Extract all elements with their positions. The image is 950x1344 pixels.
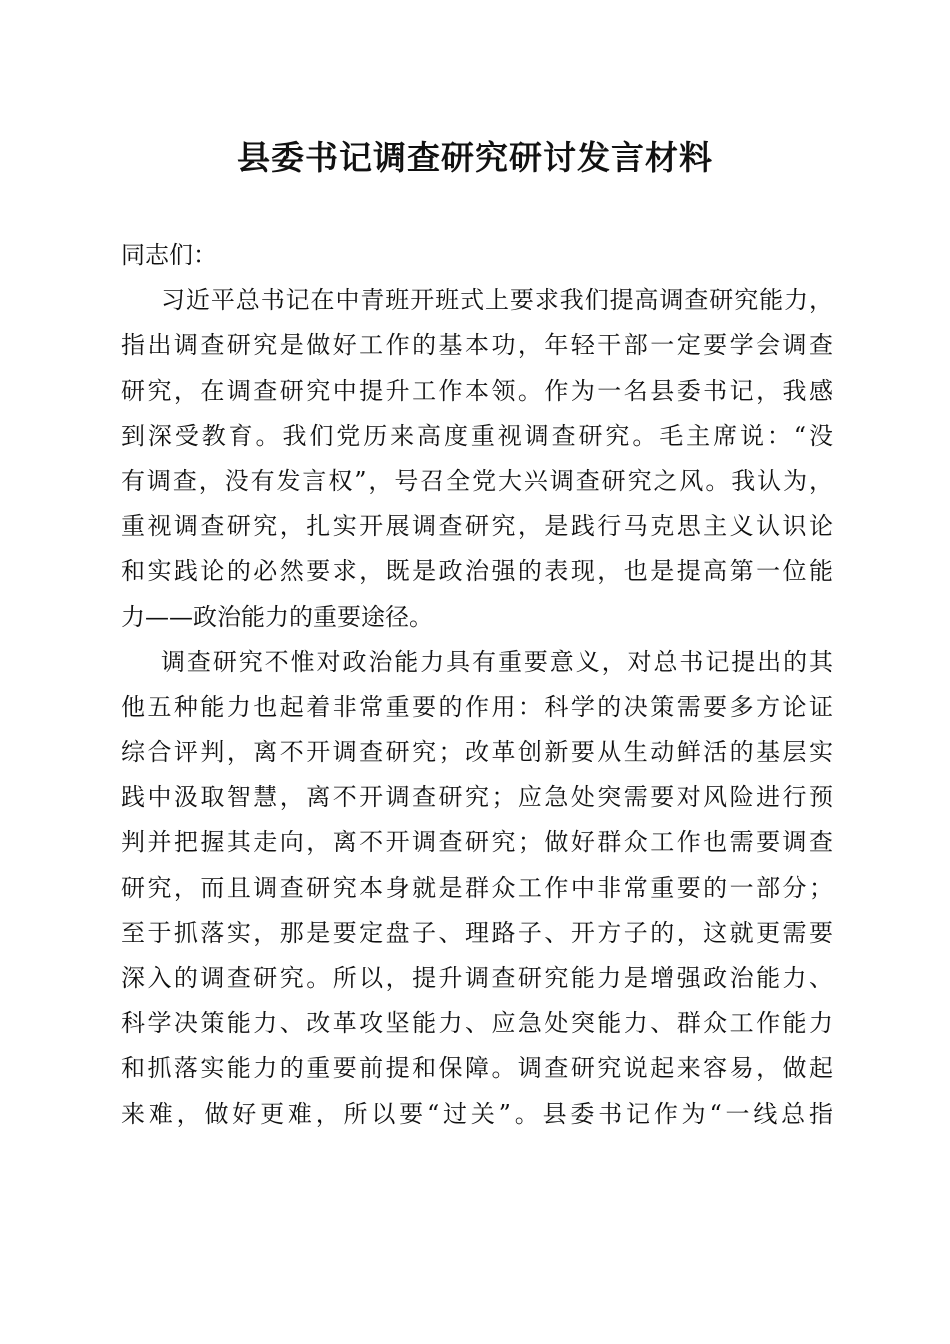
paragraph-2-line: 深入的调查研究。所以，提升调查研究能力是增强政治能力、 (121, 964, 833, 992)
document-body (121, 233, 833, 1137)
paragraph-2-line: 他五种能力也起着非常重要的作用：科学的决策需要多方论证 (121, 692, 833, 721)
paragraph-1-line: 力——政治能力的重要途径。 (121, 602, 433, 631)
paragraph-1-line: 习近平总书记在中青班开班式上要求我们提高调查研究能力， (161, 286, 833, 315)
paragraph-2-line: 科学决策能力、改革攻坚能力、应急处突能力、群众工作能力 (121, 1009, 833, 1038)
paragraph-2-line: 来难，做好更难，所以要“过关”。县委书记作为“一线总指 (121, 1099, 833, 1128)
paragraph-1-line: 和实践论的必然要求，既是政治强的表现，也是提高第一位能 (121, 557, 833, 586)
paragraph-1-line: 重视调查研究，扎实开展调查研究，是践行马克思主义认识论 (121, 512, 833, 541)
paragraph-2-line: 研究，而且调查研究本身就是群众工作中非常重要的一部分； (121, 873, 833, 902)
paragraph-2-line: 至于抓落实，那是要定盘子、理路子、开方子的，这就更需要 (121, 918, 833, 947)
paragraph-1-line: 指出调查研究是做好工作的基本功，年轻干部一定要学会调查 (121, 331, 833, 360)
paragraph-1-line: 研究，在调查研究中提升工作本领。作为一名县委书记，我感 (121, 376, 833, 405)
paragraph-1-line: 有调查，没有发言权”，号召全党大兴调查研究之风。我认为， (121, 466, 833, 495)
paragraph-2-line: 践中汲取智慧，离不开调查研究；应急处突需要对风险进行预 (121, 783, 833, 812)
salutation: 同志们： (121, 241, 217, 269)
paragraph-1-line: 到深受教育。我们党历来高度重视调查研究。毛主席说：“没 (121, 421, 833, 450)
paragraph-2-line: 判并把握其走向，离不开调查研究；做好群众工作也需要调查 (121, 828, 833, 857)
paragraph-2-line: 综合评判，离不开调查研究；改革创新要从生动鲜活的基层实 (121, 738, 833, 767)
document-title: 县委书记调查研究研讨发言材料 (237, 138, 713, 177)
paragraph-2-line: 和抓落实能力的重要前提和保障。调查研究说起来容易，做起 (121, 1054, 833, 1083)
paragraph-2-line: 调查研究不惟对政治能力具有重要意义，对总书记提出的其 (161, 647, 833, 676)
